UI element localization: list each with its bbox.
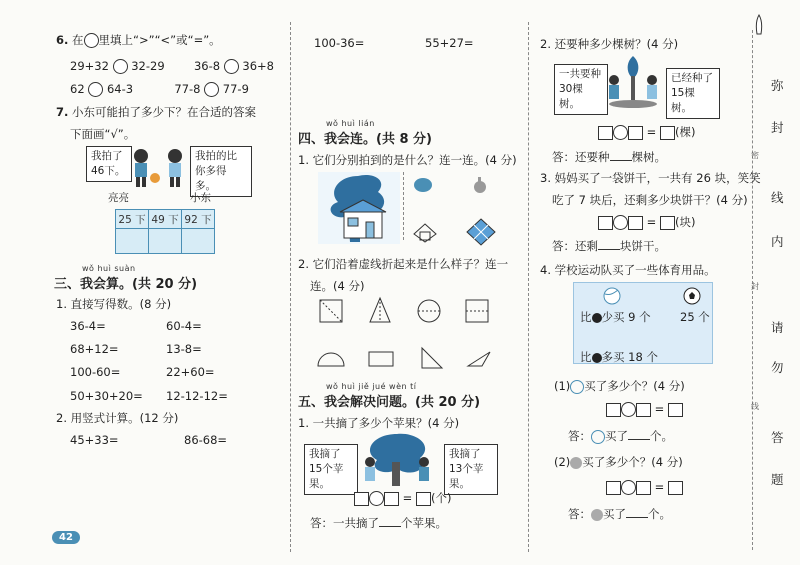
section-5-title: 五、我会解决问题。(共 20 分) (298, 395, 481, 410)
calc-item: 60-4= (166, 319, 202, 333)
seal-small-char: 线 (751, 402, 759, 411)
semicircle-shape[interactable] (316, 352, 346, 368)
calc-item: 22+60= (166, 365, 215, 379)
seal-small-char: 封 (751, 282, 759, 291)
answer-box[interactable] (668, 403, 683, 417)
section-3-title: 三、我会算。(共 20 分) (54, 277, 198, 292)
vertical-calc-item: 45+33= (70, 433, 119, 447)
seal-char: 线 (771, 190, 784, 205)
speech-bubble-liangliang: 我拍了46下。 (86, 146, 132, 182)
calc-item: 100-60= (70, 365, 121, 379)
rocket-icon (753, 14, 765, 40)
apple-picking-illustration (352, 432, 442, 486)
calc-item: 13-8= (166, 342, 202, 356)
equation-boxes-volleyball: = (606, 402, 683, 417)
answer-line-volleyball: 答： 买了 个。 (568, 429, 673, 443)
question-4-2-label: 2. 它们沿着虚线折起来是什么样子？连一 (298, 257, 509, 271)
speech-bubble-left: 我摘了15个苹果。 (304, 444, 358, 495)
question-6: 6. 在 里填上“>”“<”或“=”。 (56, 33, 221, 47)
calc-item: 12-12-12= (166, 389, 228, 403)
answer-blank[interactable] (628, 429, 650, 440)
shuttlecock-icon (591, 509, 603, 521)
compare-circle[interactable] (113, 59, 128, 74)
card-line-2: 比 多买 18 个 (580, 350, 658, 364)
card-line-1: 比 少买 9 个 (580, 310, 651, 324)
answer-box[interactable] (660, 216, 675, 230)
right-triangle-shape[interactable] (420, 346, 444, 370)
house-tree-illustration (318, 172, 400, 244)
compare-row-2: 62 64-3 77-8 77-9 (70, 82, 249, 96)
answer-blank[interactable] (598, 239, 620, 250)
camera-bird-icon (412, 176, 434, 194)
seal-small-char: 密 (751, 151, 759, 160)
question-5-3-line1: 3. 妈妈买了一袋饼干，一共有 26 块，笑笑 (540, 171, 761, 185)
answer-box[interactable] (668, 481, 683, 495)
answer-box[interactable] (660, 126, 675, 140)
rectangle-shape[interactable] (368, 350, 394, 368)
answer-box[interactable] (636, 403, 651, 417)
tick-cell-49[interactable] (149, 229, 182, 254)
compare-circle[interactable] (84, 33, 99, 48)
seal-char: 题 (771, 472, 784, 487)
soccer-ball-count: 25 个 (680, 310, 710, 324)
vertical-calc-item: 55+27= (425, 36, 474, 50)
operator-circle[interactable] (369, 491, 384, 506)
compare-circle[interactable] (224, 59, 239, 74)
answer-box[interactable] (598, 216, 613, 230)
answer-box[interactable] (636, 481, 651, 495)
operator-circle[interactable] (621, 480, 636, 495)
operator-circle[interactable] (613, 125, 628, 140)
question-7: 7. 小东可能拍了多少下？在合适的答案 (56, 105, 257, 119)
seal-char: 内 (771, 234, 784, 249)
question-5-1-label: 1. 一共摘了多少个苹果？(4 分) (298, 416, 460, 430)
question-5-4-label: 4. 学校运动队买了一些体育用品。 (540, 263, 716, 277)
answer-blank[interactable] (379, 516, 401, 527)
equation-boxes-apples: = (个) (354, 490, 451, 506)
calc-item: 68+12= (70, 342, 119, 356)
option-25: 25 下 (116, 210, 149, 229)
soccer-ball-icon (592, 353, 602, 363)
compare-circle[interactable] (204, 82, 219, 97)
operator-circle[interactable] (621, 402, 636, 417)
seal-char: 勿 (771, 360, 784, 375)
question-4-1-label: 1. 它们分别拍到的是什么？连一连。(4 分) (298, 153, 517, 167)
answer-line-trees: 答：还要种 棵树。 (552, 150, 666, 164)
vertical-calc-item: 100-36= (314, 36, 365, 50)
sub-question-1: (1) 买了多少个？(4 分) (554, 379, 685, 393)
answer-box[interactable] (384, 492, 399, 506)
square-fold-diagonal[interactable] (318, 298, 344, 324)
speech-bubble-right: 我摘了13个苹果。 (444, 444, 498, 495)
answer-box[interactable] (628, 216, 643, 230)
question-5-3-line2: 吃了 7 块后，还剩多少块饼干？(4 分) (552, 193, 748, 207)
tick-cell-25[interactable] (116, 229, 149, 254)
page-number: 42 (52, 531, 80, 544)
section-4-pinyin: wǒ huì lián (326, 119, 375, 128)
answer-box[interactable] (598, 126, 613, 140)
triangle-fold[interactable] (368, 296, 392, 324)
option-92: 92 下 (182, 210, 215, 229)
answer-box[interactable] (628, 126, 643, 140)
equation-boxes-shuttlecock: = (606, 480, 683, 495)
house-front-icon[interactable] (412, 222, 438, 244)
compare-circle[interactable] (88, 82, 103, 97)
speech-bubble-xiaodong: 我拍的比你多得多。 (190, 146, 252, 197)
question-7-line2: 下面画“√”。 (70, 127, 136, 141)
option-49: 49 下 (149, 210, 182, 229)
answer-line-apples: 答：一共摘了 个苹果。 (310, 516, 447, 530)
question-3-2-label: 2. 用竖式计算。(12 分) (56, 411, 179, 425)
seal-char: 弥 (771, 78, 784, 93)
answer-line-shuttlecock: 答： 买了 个。 (568, 507, 671, 521)
soccer-ball-icon (683, 287, 701, 305)
answer-box[interactable] (354, 492, 369, 506)
operator-circle[interactable] (613, 215, 628, 230)
question-5-2-label: 2. 还要种多少棵树？(4 分) (540, 37, 679, 51)
section-4-title: 四、我会连。(共 8 分) (298, 132, 432, 147)
column-divider (528, 22, 529, 552)
speech-bubble-right: 已经种了15棵树。 (666, 68, 720, 119)
compare-row-1: 29+32 32-29 36-8 36+8 (70, 59, 274, 73)
camera-rabbit-icon (470, 176, 490, 194)
vertical-calc-item: 86-68= (184, 433, 228, 447)
children-bouncing-ball-illustration (125, 148, 190, 188)
seal-char: 答 (771, 430, 784, 445)
answer-box[interactable] (606, 403, 621, 417)
section-3-pinyin: wǒ huì suàn (82, 264, 136, 273)
answer-blank[interactable] (626, 507, 648, 518)
equation-boxes-biscuits: = (块) (598, 214, 695, 230)
column-divider (290, 22, 291, 552)
shuttlecock-icon (570, 457, 582, 469)
seal-char: 请 (771, 320, 784, 335)
name-xiaodong: 小东 (190, 192, 211, 204)
calc-item: 50+30+20= (70, 389, 143, 403)
circle-fold[interactable] (416, 298, 442, 324)
soccer-ball-icon (592, 313, 602, 323)
question-4-2-label2: 连。(4 分) (310, 279, 365, 293)
answer-blank[interactable] (610, 150, 632, 161)
rectangle-fold[interactable] (464, 298, 490, 324)
section-5-pinyin: wǒ huì jiě jué wèn tí (326, 382, 417, 391)
volleyball-icon (603, 287, 621, 305)
volleyball-icon (591, 430, 605, 444)
volleyball-icon (570, 380, 584, 394)
tick-cell-92[interactable] (182, 229, 215, 254)
calc-item: 36-4= (70, 319, 106, 333)
seal-char: 封 (771, 120, 784, 135)
equation-boxes-trees: = (棵) (598, 124, 695, 140)
answer-line-biscuits: 答：还剩 块饼干。 (552, 239, 666, 253)
question-3-1-label: 1. 直接写得数。(8 分) (56, 297, 172, 311)
answer-box[interactable] (416, 492, 431, 506)
triangle-shape[interactable] (466, 350, 492, 368)
roof-top-icon[interactable] (466, 218, 496, 246)
answer-options-table (115, 209, 215, 254)
answer-box[interactable] (606, 481, 621, 495)
speech-bubble-left: 一共要种30棵树。 (554, 64, 608, 115)
name-liangliang: 亮亮 (108, 192, 129, 204)
sub-question-2: (2) 买了多少个？(4 分) (554, 455, 683, 469)
tree-planting-illustration (602, 54, 664, 110)
